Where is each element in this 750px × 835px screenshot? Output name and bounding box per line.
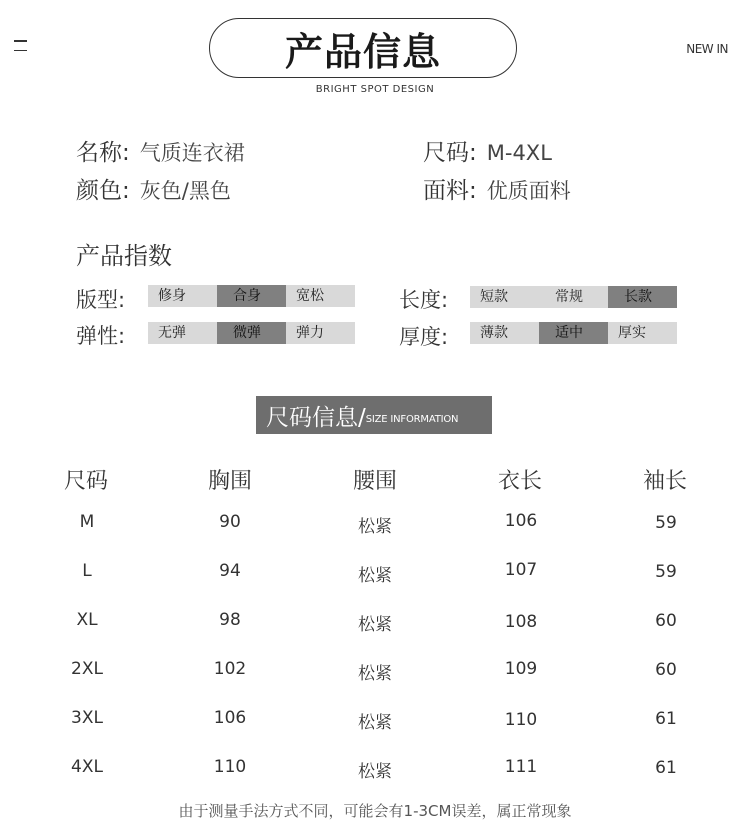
table-cell: 60 [655,611,677,631]
table-cell: 2XL [71,659,103,679]
index-option: 宽松 [286,285,355,307]
table-cell: 108 [504,612,538,632]
index-option: 无弹 [148,322,217,344]
index-fit-options [148,285,355,307]
index-option-selected: 适中 [539,322,608,344]
table-cell: 106 [504,511,538,531]
measurement-note: 由于测量手法方式不同，可能会有1-3CM误差，属正常现象 [178,802,572,820]
new-in-label: NEW IN [686,42,728,56]
info-name [76,134,245,167]
page-title: 产品信息 [284,28,441,74]
index-label-length: 长度: [399,288,449,312]
index-option-selected: 合身 [217,285,286,307]
info-color-value: 灰色/黑色 [139,179,231,203]
info-name-label: 名称: [76,140,130,166]
info-fabric-label: 面料: [423,178,477,204]
info-name-value: 气质连衣裙 [139,141,245,165]
table-cell: 107 [504,560,538,580]
size-info-subtitle: SIZE INFORMATION [365,413,459,425]
index-title: 产品指数 [76,242,172,270]
title-pill [209,18,517,78]
index-thickness-options [470,322,677,344]
table-cell: 90 [219,512,241,532]
table-header: 腰围 [352,469,397,494]
index-option: 常规 [539,286,608,308]
table-cell: 98 [219,610,241,630]
info-size-label: 尺码: [423,140,477,166]
index-stretch-options [148,322,355,344]
table-cell: 110 [504,710,538,730]
info-color [76,172,231,205]
table-cell: 102 [213,659,247,679]
index-option: 修身 [148,285,217,307]
index-option-selected: 微弹 [217,322,286,344]
table-cell: 松紧 [358,664,392,684]
index-option: 弹力 [286,322,355,344]
table-cell: 61 [655,709,677,729]
size-info-title: 尺码信息/ [266,404,366,431]
table-header: 胸围 [207,469,252,494]
table-cell: 60 [655,660,677,680]
table-cell: 94 [219,561,241,581]
table-cell: L [82,561,92,581]
table-cell: 61 [655,758,677,778]
table-cell: 111 [504,757,538,777]
index-length-options [470,286,677,308]
table-cell: 松紧 [358,517,392,537]
table-cell: 松紧 [358,762,392,782]
index-label-stretch: 弹性: [76,324,126,348]
info-fabric [423,172,571,205]
index-option-selected: 长款 [608,286,677,308]
table-cell: XL [76,610,98,630]
info-size [423,134,552,167]
table-cell: 110 [213,757,247,777]
index-option: 短款 [470,286,539,308]
table-cell: M [79,512,95,532]
table-cell: 松紧 [358,566,392,586]
info-size-value: M-4XL [486,141,552,165]
menu-icon[interactable] [14,40,28,59]
index-label-fit: 版型: [76,288,126,312]
table-cell: 109 [504,659,538,679]
page-subtitle: BRIGHT SPOT DESIGN [315,84,435,95]
table-cell: 3XL [71,708,103,728]
index-option: 薄款 [470,322,539,344]
table-cell: 59 [655,513,677,533]
table-cell: 4XL [71,757,103,777]
table-header: 袖长 [642,469,687,494]
table-header: 尺码 [63,469,108,494]
info-fabric-value: 优质面料 [486,179,571,203]
index-label-thickness: 厚度: [399,325,449,349]
table-cell: 106 [213,708,247,728]
size-info-banner [256,396,492,434]
table-cell: 59 [655,562,677,582]
info-color-label: 颜色: [76,178,130,204]
index-option: 厚实 [608,322,677,344]
table-cell: 松紧 [358,713,392,733]
table-header: 衣长 [497,469,542,494]
table-cell: 松紧 [358,615,392,635]
